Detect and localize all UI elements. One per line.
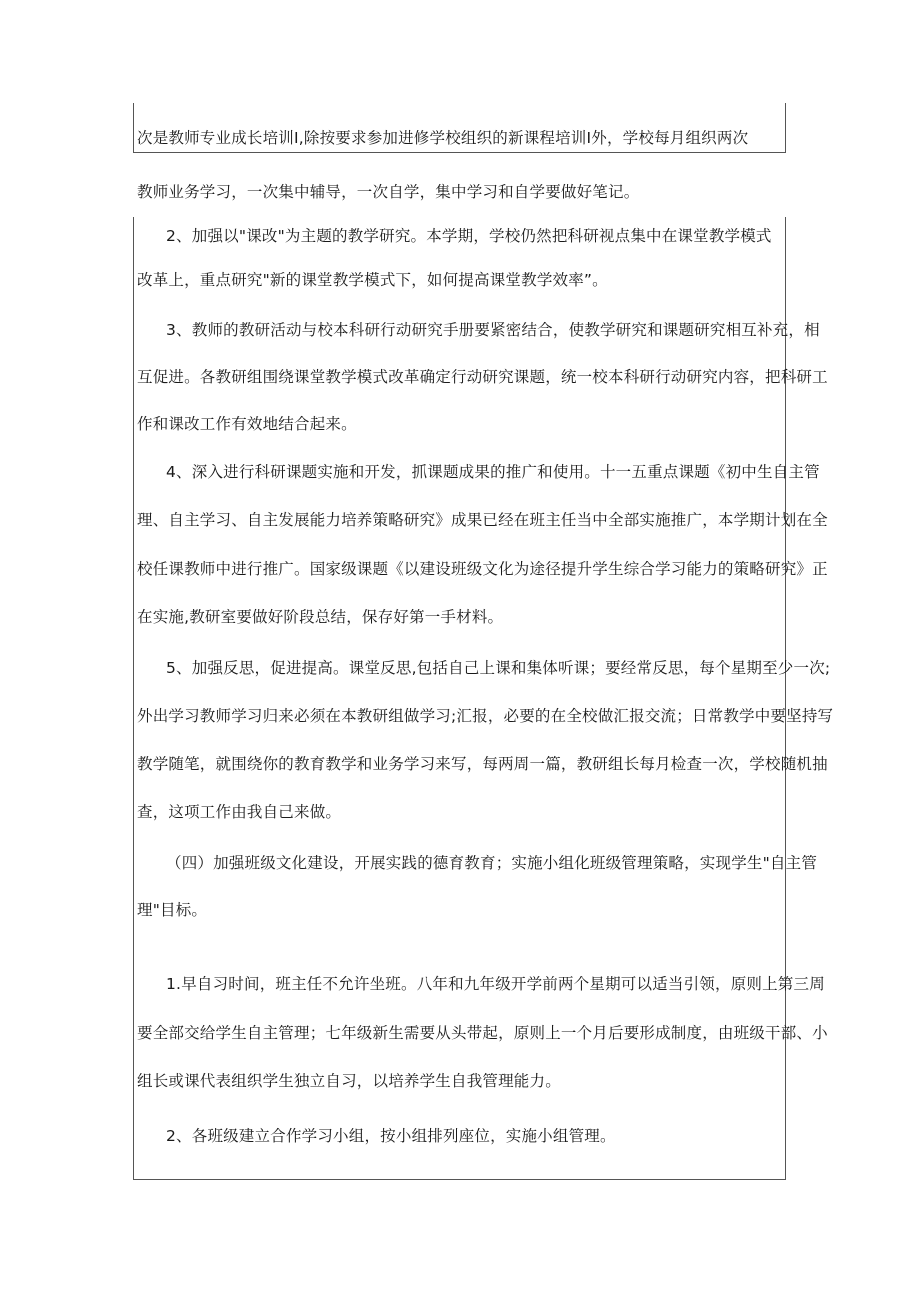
- paragraph-4-line-4: 在实施,教研室要做好阶段总结，保存好第一手材料。: [137, 608, 504, 626]
- paragraph-5-line-1: 5、加强反思，促进提高。课堂反思,包括自己上课和集体听课；要经常反思，每个星期至少一次;: [166, 659, 831, 677]
- paragraph-2-line-1: 2、加强以"课改"为主题的教学研究。本学期，学校仍然把科研视点集中在课堂教学模式: [166, 227, 772, 245]
- paragraph-5-line-3: 教学随笔，就围绕你的教育教学和业务学习来写，每两周一篇，教研组长每月检查一次，学校随机抽: [137, 755, 828, 773]
- text-line: 教师业务学习，一次集中辅导，一次自学，集中学习和自学要做好笔记。: [137, 183, 640, 201]
- section-four-line-1: （四）加强班级文化建设，开展实践的德育教育；实施小组化班级管理策略，实现学生"自主管: [166, 854, 818, 872]
- paragraph-3-line-3: 作和课改工作有效地结合起来。: [137, 415, 357, 433]
- section-four-line-2: 理"目标。: [137, 901, 208, 919]
- paragraph-5-line-2: 外出学习教师学习归来必须在本教研组做学习;汇报，必要的在全校做汇报交流；日常教学中要坚持写: [137, 707, 834, 725]
- text-line: 次是教师专业成长培训I,除按要求参加进修学校组织的新课程培训I外，学校每月组织两次: [137, 129, 749, 147]
- paragraph-5-line-4: 查，这项工作由我自己来做。: [137, 803, 342, 821]
- item-1-line-3: 组长或课代表组织学生独立自习，以培养学生自我管理能力。: [137, 1072, 561, 1090]
- item-1-line-1: 1.早自习时间，班主任不允许坐班。八年和九年级开学前两个星期可以适当引领，原则上第三周: [166, 975, 825, 993]
- item-2-line-1: 2、各班级建立合作学习小组，按小组排列座位，实施小组管理。: [166, 1127, 616, 1145]
- paragraph-4-line-1: 4、深入进行科研课题实施和开发，抓课题成果的推广和使用。十一五重点课题《初中生自主管: [166, 463, 820, 481]
- paragraph-3-line-1: 3、教师的教研活动与校本科研行动研究手册要紧密结合，使教学研究和课题研究相互补充，相: [166, 321, 820, 339]
- item-1-line-2: 要全部交给学生自主管理；七年级新生需要从头带起，原则上一个月后要形成制度，由班级干部、小: [137, 1024, 828, 1042]
- paragraph-2-line-2: 改革上，重点研究"新的课堂教学模式下，如何提高课堂教学效率”。: [137, 271, 608, 289]
- paragraph-3-line-2: 互促进。各教研组围绕课堂教学模式改革确定行动研究课题，统一校本科研行动研究内容，把科研工: [137, 368, 828, 386]
- paragraph-4-line-3: 校任课教师中进行推广。国家级课题《以建设班级文化为途径提升学生综合学习能力的策略研究》正: [137, 560, 828, 578]
- paragraph-4-line-2: 理、自主学习、自主发展能力培养策略研究》成果已经在班主任当中全部实施推广，本学期计划在全: [137, 511, 828, 529]
